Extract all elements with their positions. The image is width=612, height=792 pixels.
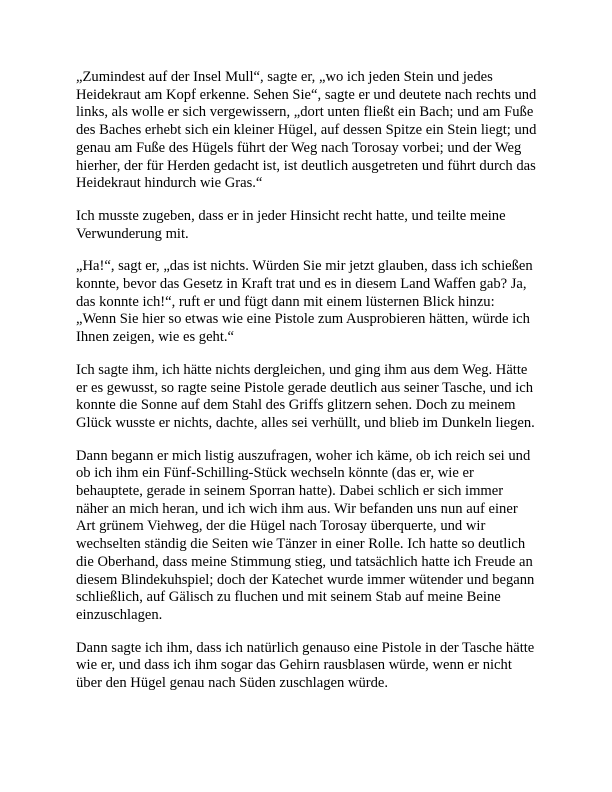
text-column bbox=[76, 69, 538, 708]
paragraph-1: „Zumindest auf der Insel Mull“, sagte er, „wo ich jeden Stein und jedes Heidekraut am Kopf erkenne. Sehen Sie“, sagte er und deutete nach rechts und links, als wolle er sich vergewissern, „dort unten fließt ein Bach; und am Fuße des Baches erhebt sich ein kleiner Hügel, auf dessen Spitze ein Stein liegt; und genau am Fuße des Hügels führt der Weg nach Torosay vorbei; und der Weg hierher, der für Herden gedacht ist, ist deutlich ausgetreten und führt durch das Heidekraut hindurch wie Gras.“ bbox=[76, 69, 537, 192]
paragraph-5: Dann begann er mich listig auszufragen, woher ich käme, ob ich reich sei und ob ich ihm ein Fünf-Schilling-Stück wechseln könnte (das er, wie er behauptete, gerade in seinem Sporran hatte). Dabei schlich er sich immer näher an mich heran, und ich wich ihm aus. Wir befanden uns nun auf einer Art grünem Viehweg, der die Hügel nach Torosay überquerte, und wir wechselten ständig die Seiten wie Tänzer in einer Rolle. Ich hatte so deutlich die Oberhand, dass meine Stimmung stieg, und tatsächlich hatte ich Freude an diesem Blindekuhspiel; doch der Katechet wurde immer wütender und begann schließlich, auf Gälisch zu fluchen und mit seinem Stab auf meine Beine einzuschlagen. bbox=[76, 447, 535, 623]
paragraph-3: „Ha!“, sagt er, „das ist nichts. Würden Sie mir jetzt glauben, dass ich schießen konnte, bevor das Gesetz in Kraft trat und es in diesem Land Waffen gab? Ja, das konnte ich!“, ruft er und fügt dann mit einem lüsternen Blick hinzu: „Wenn Sie hier so etwas wie eine Pistole zum Ausprobieren hätten, würde ich Ihnen zeigen, wie es geht.“ bbox=[76, 258, 533, 346]
paragraph-4: Ich sagte ihm, ich hätte nichts dergleichen, und ging ihm aus dem Weg. Hätte er es gewusst, so ragte seine Pistole gerade deutlich aus seiner Tasche, und ich konnte die Sonne auf dem Stahl des Griffs glitzern sehen. Doch zu meinem Glück wusste er nichts, dachte, alles sei verhüllt, und blieb im Dunkeln liegen. bbox=[76, 361, 535, 431]
paragraph-6: Dann sagte ich ihm, dass ich natürlich genauso eine Pistole in der Tasche hätte wie er, und dass ich ihm sogar das Gehirn rausblasen würde, wenn er nicht über den Hügel genau nach Süden zuschlagen würde. bbox=[76, 639, 535, 692]
paragraph-2: Ich musste zugeben, dass er in jeder Hinsicht recht hatte, und teilte meine Verwunderung mit. bbox=[76, 207, 506, 242]
